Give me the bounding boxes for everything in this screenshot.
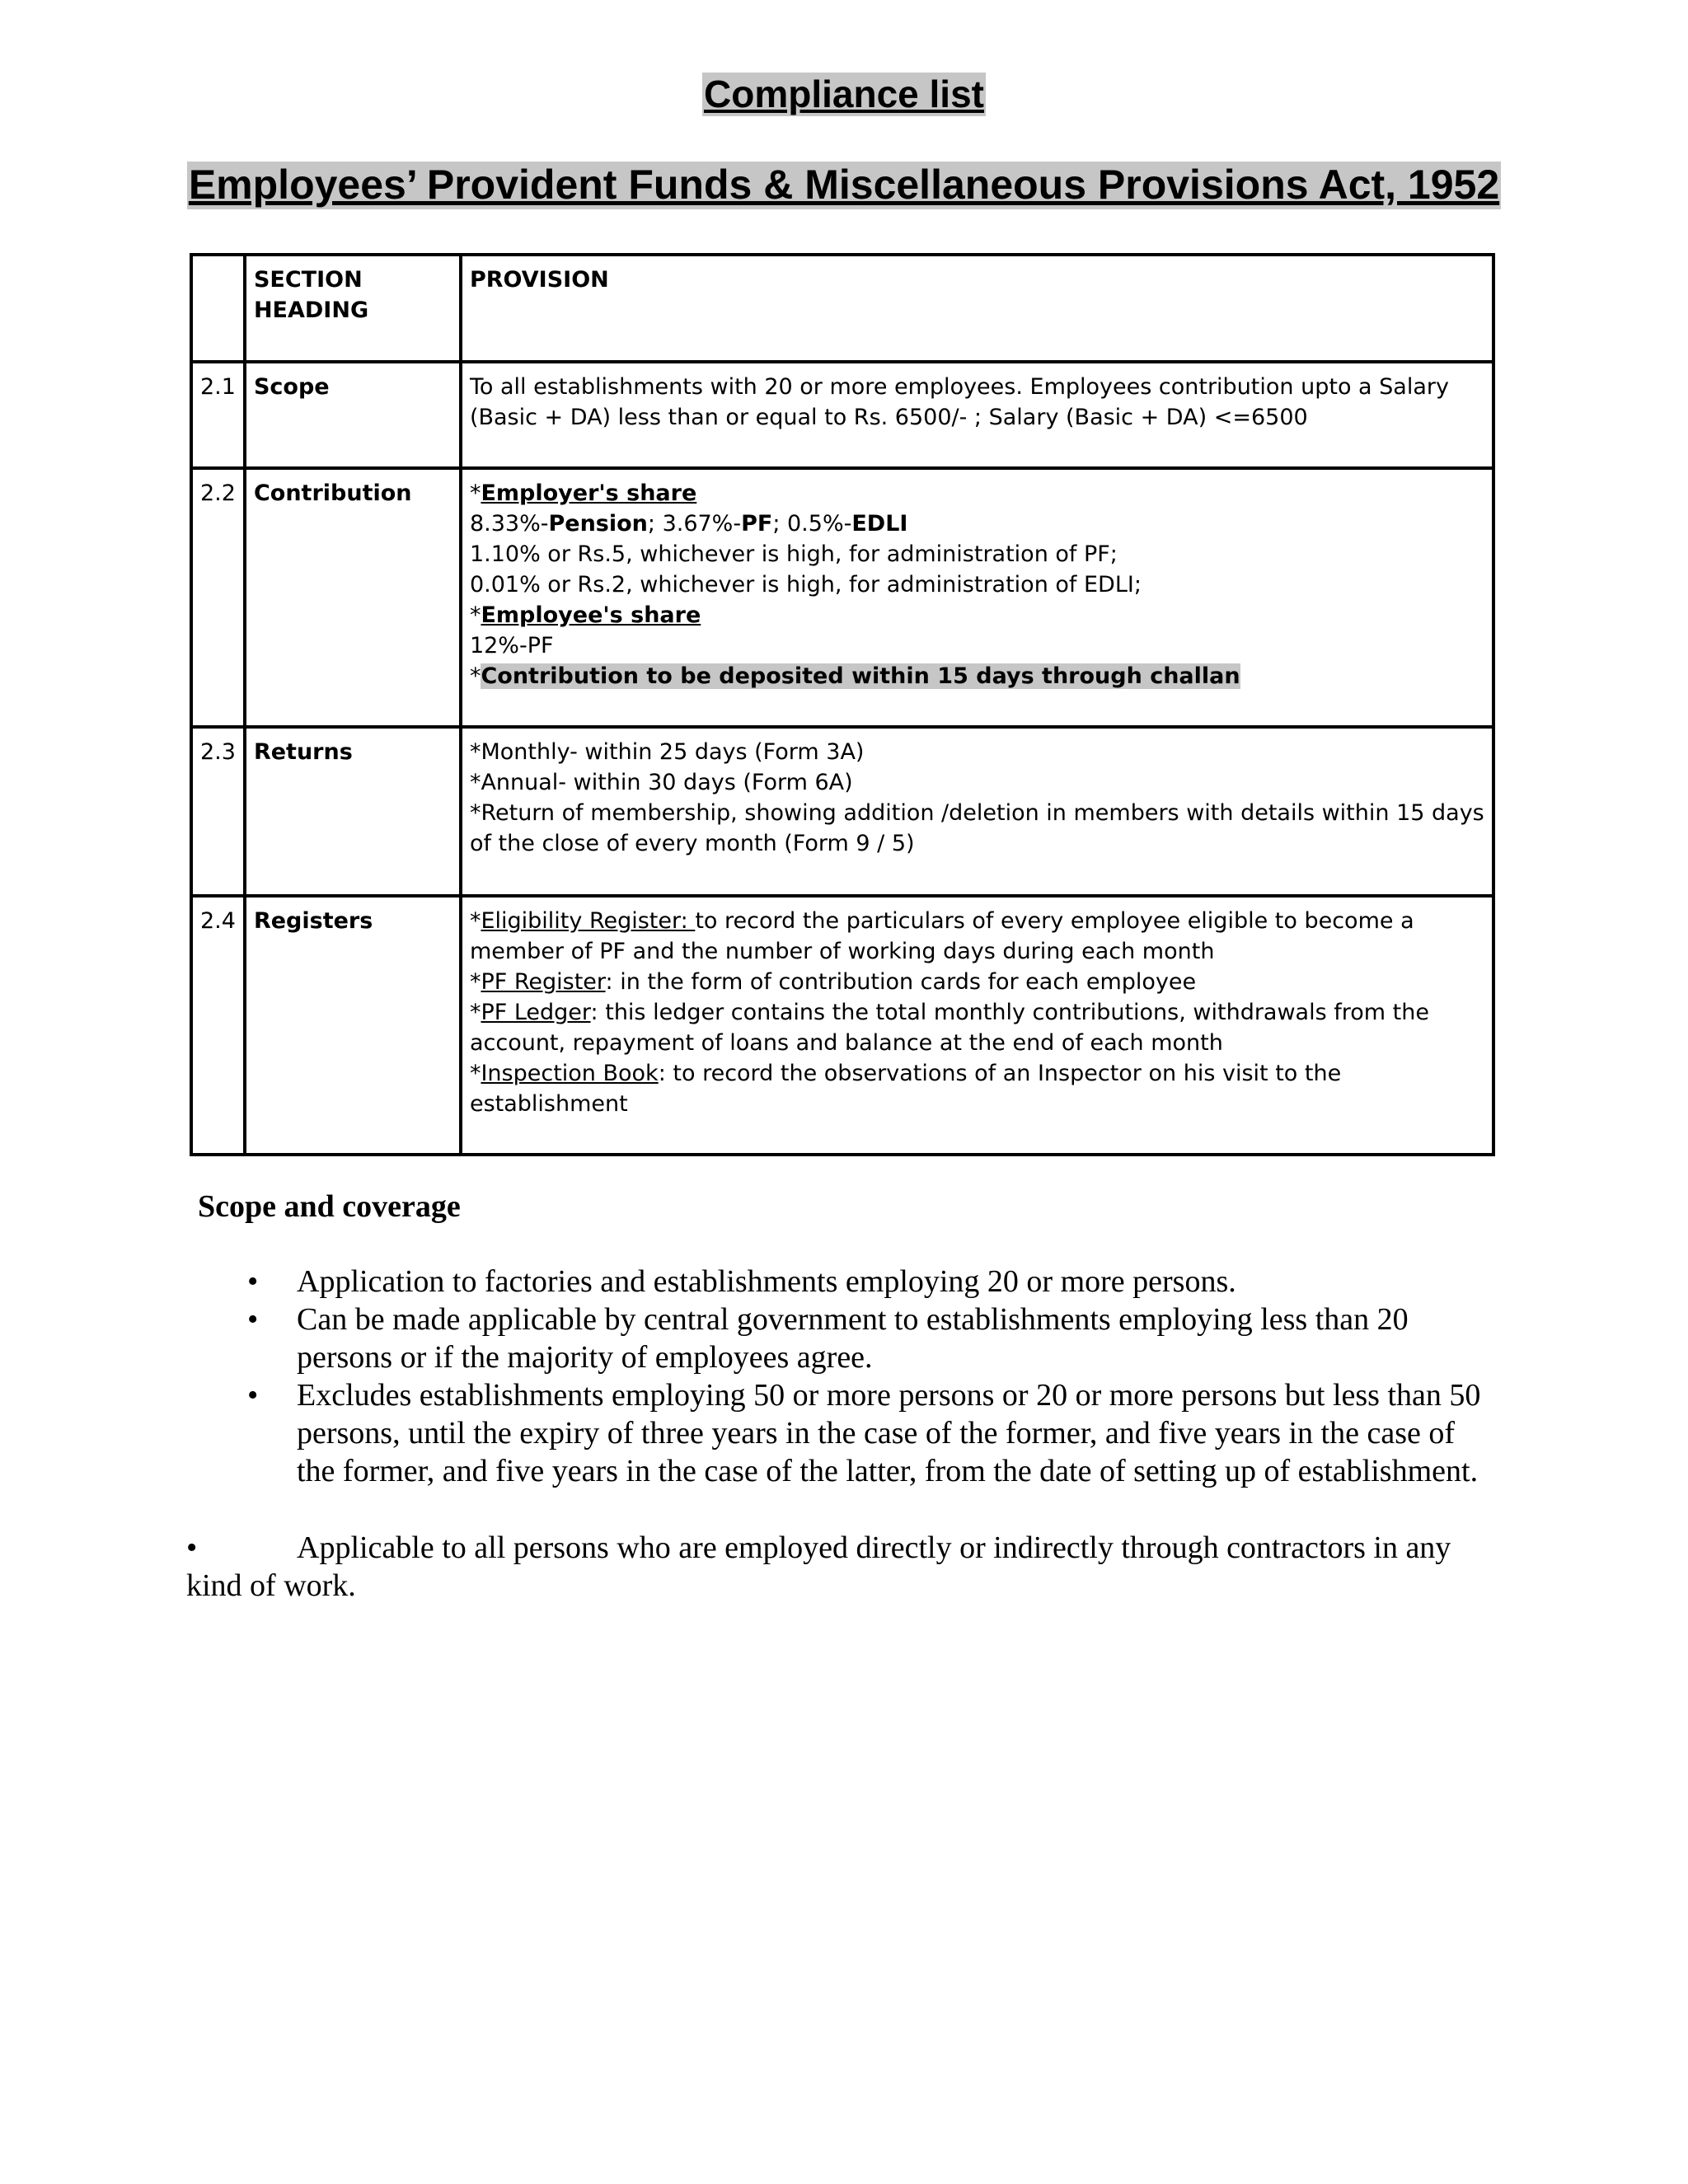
row-provision: [461, 727, 1493, 896]
eligibility-register-line: *Eligibility Register: to record the particulars of every employee eligible to become a member of PF and the number of working days during each month: [469, 908, 1414, 964]
list-item: [186, 1529, 1505, 1605]
subtitle-block: [0, 162, 1688, 209]
deposit-line: *Contribution to be deposited within 15 days through challan: [469, 663, 1240, 689]
list-item: • Excludes establishments employing 50 or more persons or 20 or more persons but less than 50 persons, until the expiry of three years in the case of the former, and five years in the case of the former, and five years in the case of the latter, from the date of setting up of establishment.: [247, 1378, 1481, 1488]
employer-share-label: Employer's share: [481, 480, 697, 506]
admin-pf-line: 1.10% or Rs.5, whichever is high, for administration of PF;: [469, 541, 1118, 567]
compliance-table: [190, 253, 1495, 1156]
employee-share-line: *Employee's share: [469, 602, 701, 628]
employee-share-label: Employee's share: [481, 602, 701, 628]
pf-register-label: PF Register: [481, 969, 606, 995]
eligibility-register-label: Eligibility Register:: [481, 908, 696, 934]
row-number: 2.3: [191, 727, 245, 896]
header-provision: PROVISION: [461, 255, 1493, 362]
row-heading: Returns: [245, 727, 461, 896]
monthly-return-line: *Monthly- within 25 days (Form 3A): [469, 739, 865, 765]
title-block: [0, 73, 1688, 116]
list-item: • Can be made applicable by central government to establishments employing less than 20 persons or if the majority of employees agree.: [247, 1302, 1409, 1375]
pf-ledger-line: *PF Ledger: this ledger contains the total monthly contributions, withdrawals from the account, repayment of loans and balance at the end of each month: [469, 1000, 1429, 1056]
table-row: [191, 468, 1493, 727]
bullet-icon: •: [247, 1302, 259, 1337]
bullet-icon: •: [186, 1530, 198, 1565]
employer-share-line: *Employer's share: [469, 480, 697, 506]
admin-edli-line: 0.01% or Rs.2, whichever is high, for administration of EDLI;: [469, 572, 1142, 598]
row-provision: [461, 468, 1493, 727]
list-item: • Application to factories and establishments employing 20 or more persons.: [247, 1264, 1236, 1299]
header-num-cell: [191, 255, 245, 362]
rates-line: 8.33%-Pension; 3.67%-PF; 0.5%-EDLI: [469, 511, 908, 537]
header-section-heading: SECTION HEADING: [245, 255, 461, 362]
row-number: 2.2: [191, 468, 245, 727]
row-number: 2.1: [191, 362, 245, 468]
pf-ledger-label: PF Ledger: [481, 1000, 591, 1025]
act-title: Employees’ Provident Funds & Miscellaneous Provisions Act, 1952: [188, 162, 1500, 208]
row-number: 2.4: [191, 896, 245, 1155]
scope-bullet-list: [247, 1263, 1500, 1490]
bullet-icon: •: [247, 1378, 259, 1413]
bullet-icon: •: [247, 1264, 259, 1299]
inspection-book-label: Inspection Book: [481, 1061, 659, 1086]
membership-return-line: *Return of membership, showing addition /deletion in members with details within 15 days of the close of every month (Form 9 / 5): [469, 800, 1484, 856]
pf-register-line: *PF Register: in the form of contribution cards for each employee: [469, 969, 1197, 995]
row-provision: [461, 896, 1493, 1155]
row-provision: To all establishments with 20 or more employees. Employees contribution upto a Salary (Basic + DA) less than or equal to Rs. 6500/- ; Salary (Basic + DA) <=6500: [461, 362, 1493, 468]
inspection-book-line: *Inspection Book: to record the observations of an Inspector on his visit to the establishment: [469, 1061, 1342, 1117]
deposit-highlight: Contribution to be deposited within 15 days through challan: [481, 663, 1240, 689]
page-title: Compliance list: [704, 73, 984, 115]
table-row: [191, 896, 1493, 1155]
row-heading: Scope: [245, 362, 461, 468]
table-header-row: [191, 255, 1493, 362]
scope-heading: Scope and coverage: [198, 1189, 461, 1224]
annual-return-line: *Annual- within 30 days (Form 6A): [469, 770, 853, 795]
last-bullet-text: Applicable to all persons who are employed directly or indirectly through contractors in any kind of work.: [186, 1530, 1451, 1603]
employee-pf-line: 12%-PF: [469, 633, 554, 658]
row-heading: Contribution: [245, 468, 461, 727]
table-row: [191, 362, 1493, 468]
table-row: [191, 727, 1493, 896]
row-heading: Registers: [245, 896, 461, 1155]
